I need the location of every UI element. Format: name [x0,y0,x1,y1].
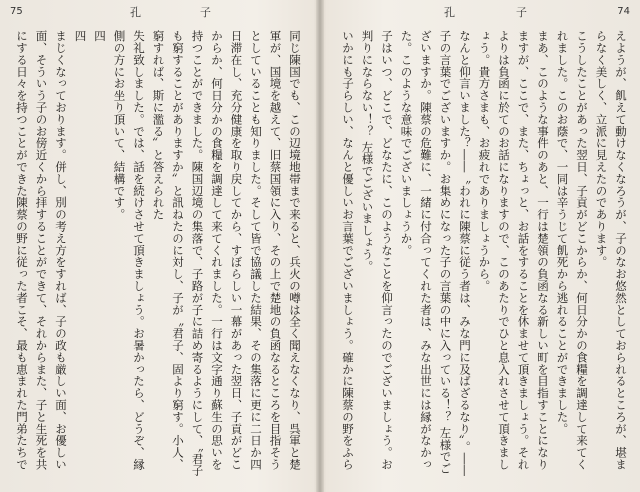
right-para-3: まあ、このような事件のあと、一行は楚領の負函なる新しい町を目指すことになりますが、ここで、また、ちょっと、お話をすることを休ませて頂きましょう。それよりは負函に於てのお話になりますので、このあたりでひと息入れさせて頂きましょう。貴方さまも、お疲れでありましょうから。 [477,30,550,471]
right-header-char-2: 子 [516,6,527,19]
right-para-4: なんと仰言いました？――〝われに陳蔡に従う者は、みな門に及ばざるなり〟。――子の言葉でございますか。お集めになった子の言葉の中に入っている！？ 左様でございますか。陳蔡の危難に、一緒に付合ってくれた者は、みな出世には縁がなかった。このような意味でございましょうか。 [399,30,472,477]
left-page [0,0,318,492]
left-para-4: まじくなっております。併し、別の考え方をすれば、子の政も厳しい面、お優しい面、そういう子のお傍近くから拝することができて、それからまた、子と生死を共にする日々を持つことができた陳蔡の野に従った者こそ、最も恵まれた門弟たちで [15,30,68,471]
right-para-6: いかにも子らしい、なんと優しいお言葉でございましょう。確かに陳蔡の野をふら [341,30,355,471]
section-number: 四 [93,30,107,42]
right-page-body [334,30,630,478]
right-page [322,0,640,492]
left-page-body [8,30,304,478]
right-para-5: 子はいつ、どこで、どなたに、このようなことを仰言ったのでございましょう。お判りにならない！？ 左様でございましょう。 [360,30,394,471]
left-header-char-2: 子 [200,6,211,19]
left-para-3: 四 [73,30,88,42]
right-para-2: こうしたことがあった翌日、子貢がどこからか、何日分かの食糧を調達して来てくれました。このお蔭で、一同は辛うじて飢死から逃れることができました。 [555,30,589,471]
left-para-2: 失礼致しました。では、話を続けさせて頂きましょう。お暑かったら、どうぞ、縁側の方にお坐り頂いて、結構です。 [112,30,146,471]
left-header-char-1: 孔 [130,6,141,19]
right-page-number: 74 [617,6,630,17]
left-page-number: 75 [10,6,23,17]
left-para-1: 同じ陳国でも、この辺境地帯まで来ると、兵火の噂は全く聞えなくなり、呉軍と楚軍が、国境を越えて、旧蔡国領に入り、その上で楚地の負函なるところを目指そうとしていることも知りました。そして皆で協議した結果、その集落に更に二日か四日滞在し、充分健康を取り戻してから、すぼらしい一幕があった翌日、子貢がどこからか、何日分かの食糧を調達して来てくれました。一行は文字通り蘇生の思いを持つことができました。陳国辺境の集落で、子路が子に詰め寄るようにして、〝君子も窮することがありますか〟と訊ねたのに対し、子が〝君子、固より窮す。小人、窮すれば、斯に濫る〟と答えられた [151,30,302,477]
right-para-1: えようが、飢えて動けなくなろうが、子のなお悠然としておられるところが、堪まらなく美しく、立派に見えたのであります。 [594,30,628,471]
right-header-char-1: 孔 [444,6,455,19]
